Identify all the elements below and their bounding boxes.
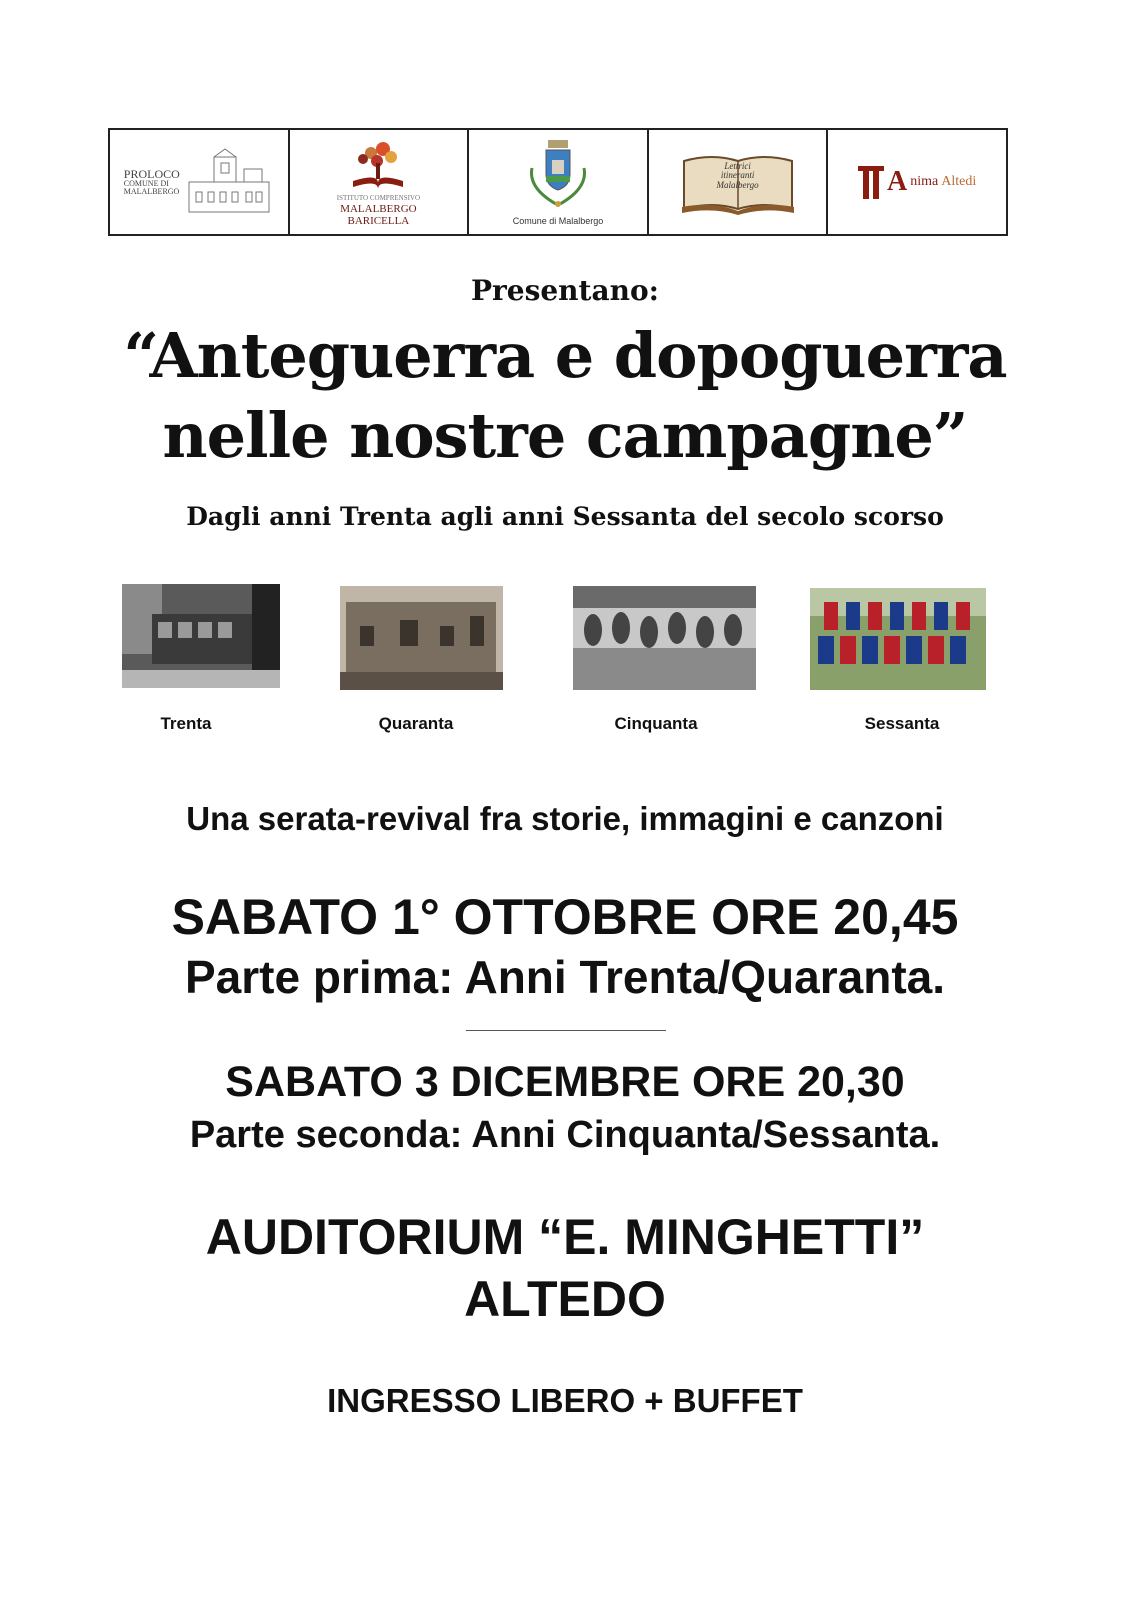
decade-photos [0,588,1130,748]
coat-of-arms-icon [518,138,598,214]
trenta-photo [122,584,280,688]
istituto-logo [290,130,470,234]
event-title-line2: nelle nostre campagne” [162,399,968,472]
event-title [0,316,1130,476]
entry-info: INGRESSO LIBERO + BUFFET [327,1382,803,1419]
photo-label-cinquanta: Cinquanta [614,714,698,733]
first-part: Parte prima: Anni Trenta/Quaranta. [184,951,946,1003]
proloco-line3: MALALBERGO [123,187,180,196]
venue-town: ALTEDO [464,1271,666,1327]
presentano-heading: Presentano: [470,274,659,307]
sessanta-photo [810,588,986,690]
second-date: SABATO 3 DICEMBRE ORE 20,30 [225,1058,905,1106]
proloco-logo [110,130,290,234]
cinquanta-photo [573,586,756,690]
lettrici-line3: Malalbergo [716,179,759,190]
comune-caption: Comune di Malalbergo [512,216,604,226]
tree-book-icon [343,137,413,193]
comune-logo [469,130,649,234]
quaranta-photo [340,586,503,690]
istituto-small-text: ISTITUTO COMPRENSIVO [336,194,421,203]
anima-altedi-logo [828,130,1006,234]
lettrici-line2: itineranti [720,170,755,181]
anima-big-letter: A [887,166,908,197]
sponsor-logos-strip [108,128,1008,236]
photo-label-trenta: Trenta [160,714,212,733]
altedi-word: Altedi [941,174,977,189]
lettrici-logo [649,130,829,234]
istituto-line1: MALALBERGO [340,202,417,215]
second-part: Parte seconda: Anni Cinquanta/Sessanta. [189,1114,941,1156]
photo-label-sessanta: Sessanta [864,714,940,733]
anima-emblem-icon [858,162,884,202]
venue-name: AUDITORIUM “E. MINGHETTI” [205,1209,925,1265]
lettrici-line1: Lettrici [724,161,751,171]
event-tagline: Una serata-revival fra storie, immagini e canzoni [186,800,944,837]
building-sketch-icon [184,147,274,217]
first-date: SABATO 1° OTTOBRE ORE 20,45 [171,889,959,945]
event-title-line1: “Anteguerra e dopoguerra [123,319,1007,392]
proloco-line1: PROLOCO [123,167,180,181]
proloco-line2: COMUNE DI [123,179,169,188]
photo-label-quaranta: Quaranta [378,714,454,733]
anima-word: nima [910,174,939,189]
istituto-line2: BARICELLA [347,214,410,227]
event-subtitle: Dagli anni Trenta agli anni Sessanta del secolo scorso [186,502,944,531]
section-divider [466,1030,666,1031]
